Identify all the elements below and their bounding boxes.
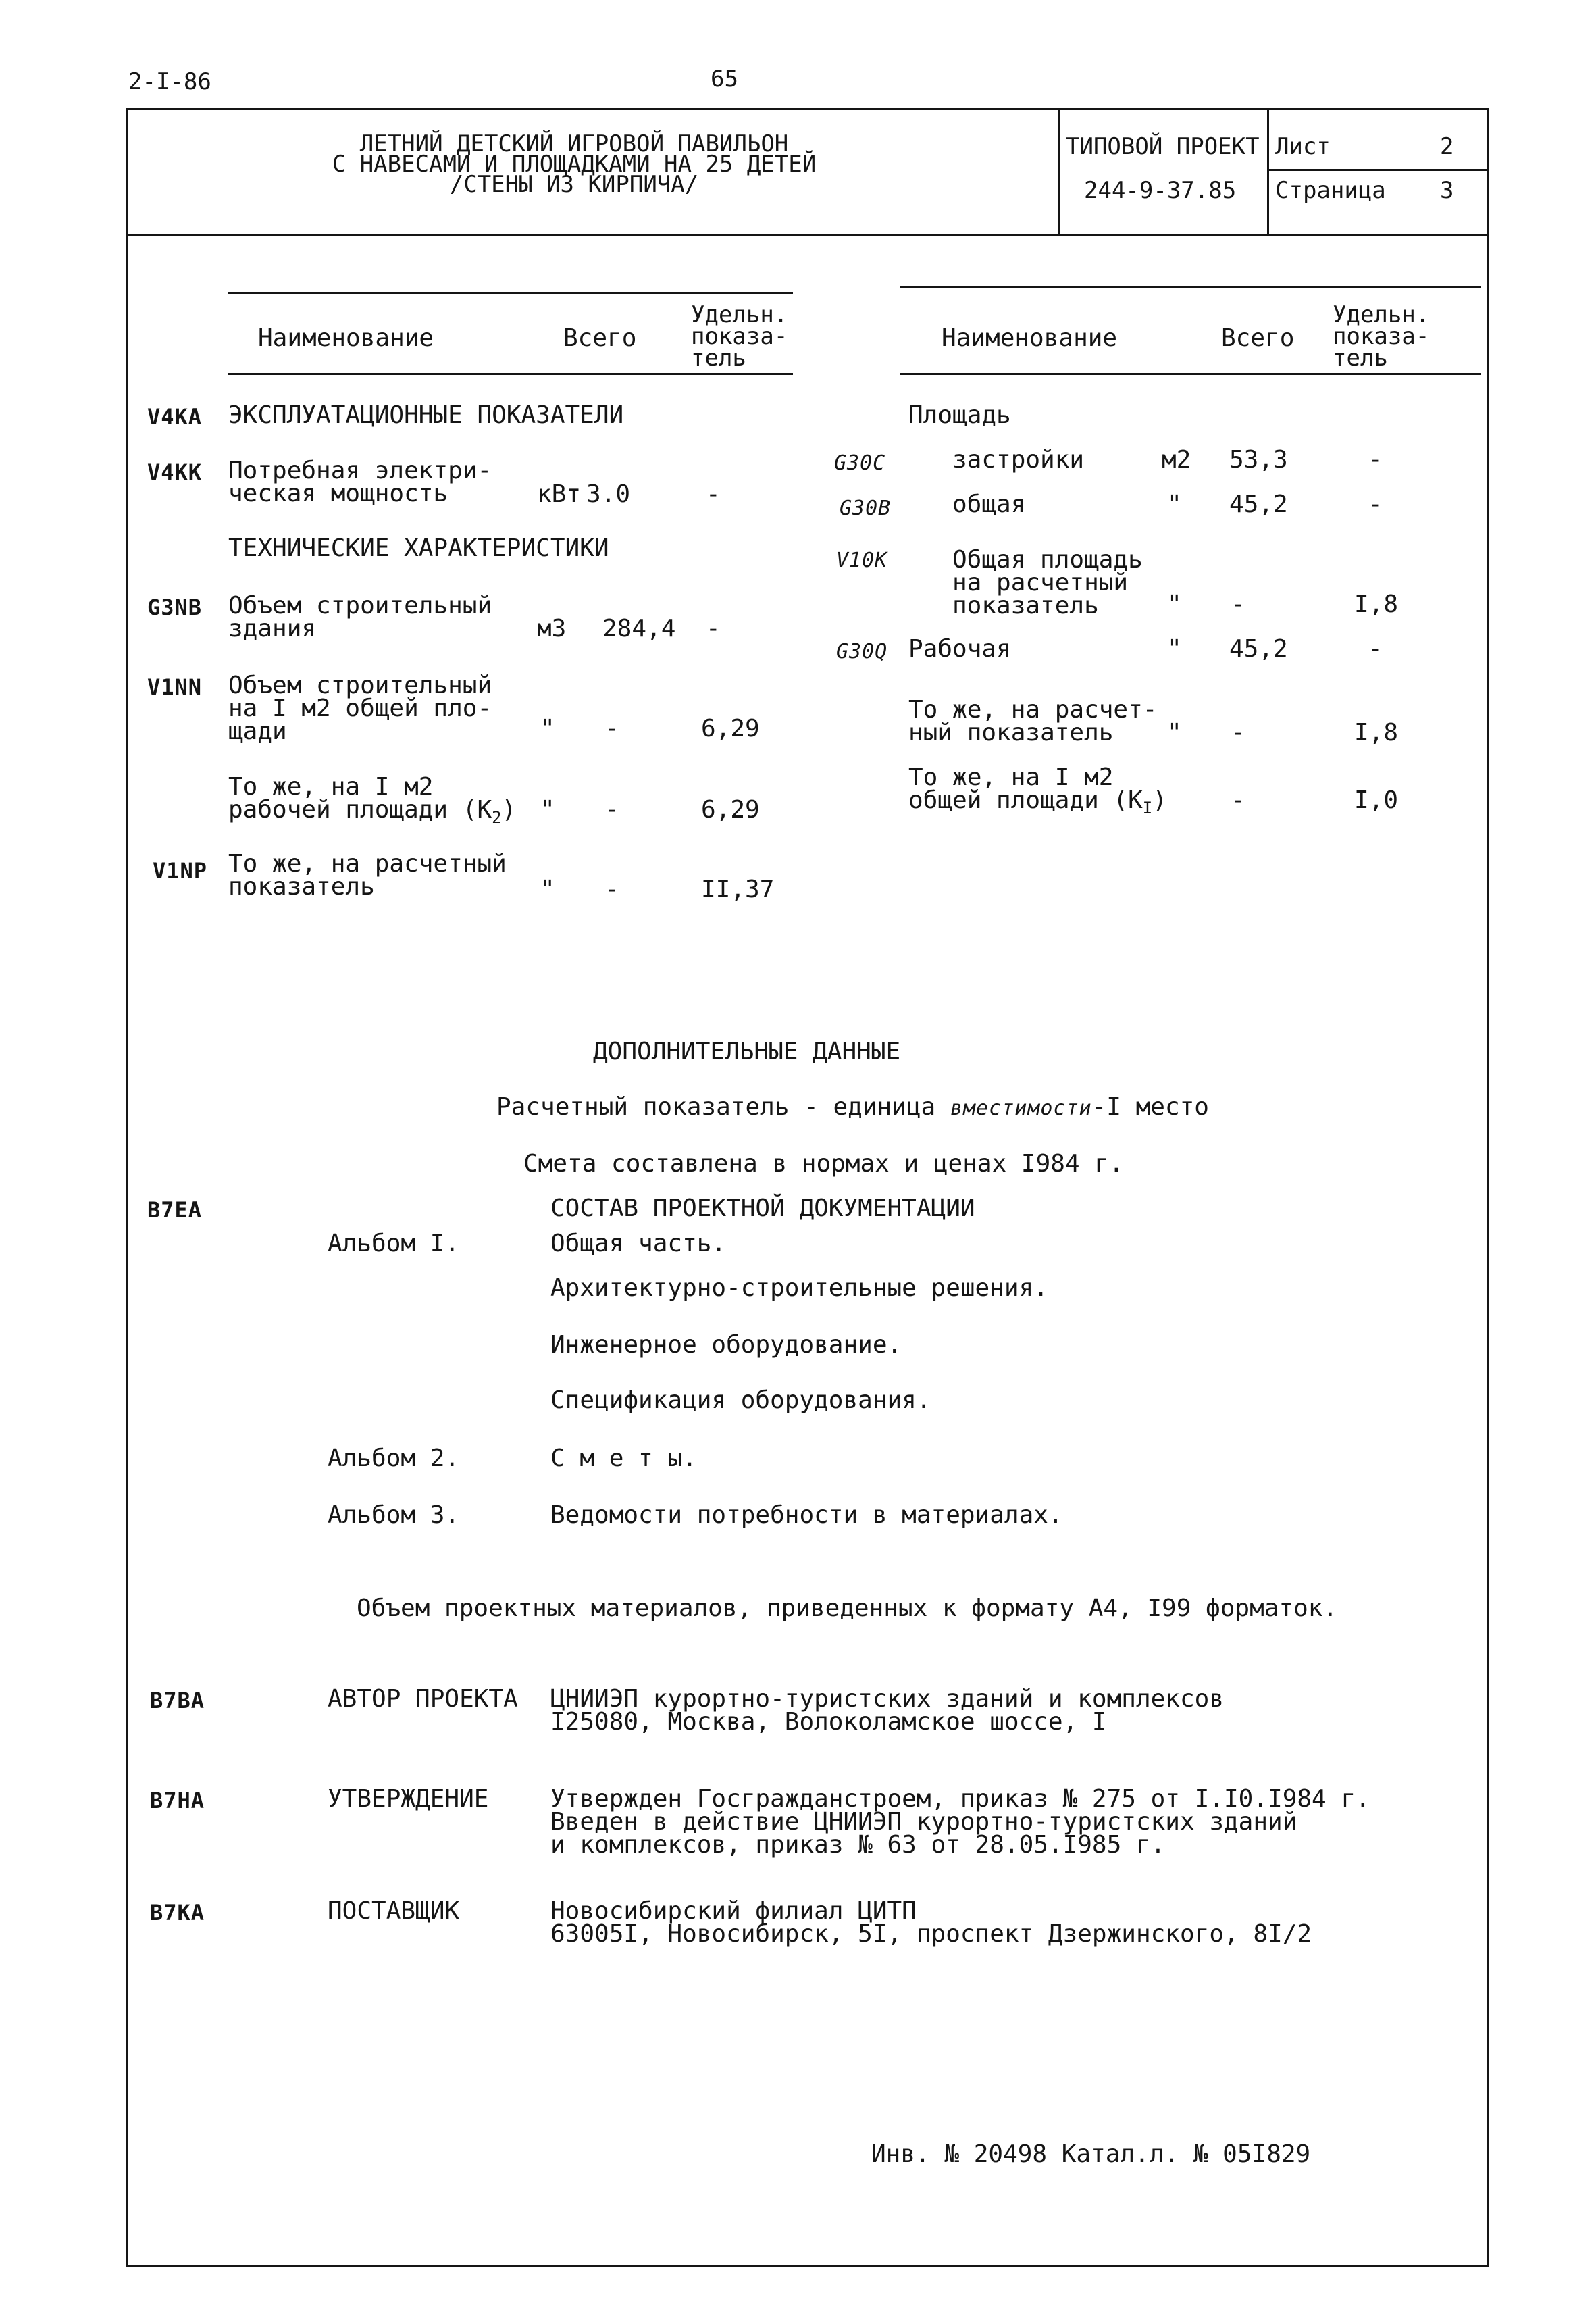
left-header-total: Всего (563, 324, 637, 352)
volume-calc-specific: II,37 (701, 876, 775, 903)
supplier-label: ПОСТАВЩИК (328, 1897, 460, 1925)
sheet-label: Лист (1275, 133, 1331, 160)
project-title (203, 130, 946, 198)
work-calc-specific: I,8 (1354, 719, 1399, 747)
volume-calc-total: - (604, 876, 619, 903)
total-area-calc-total: - (1231, 590, 1245, 618)
right-header-total: Всего (1221, 324, 1295, 352)
total-area-total: 45,2 (1229, 491, 1288, 518)
volume-calc-name: То же, на расчетный показатель (228, 850, 507, 901)
volume-work-total: - (604, 796, 619, 824)
page-number: 65 (711, 66, 738, 93)
work-calc-unit: " (1167, 719, 1182, 747)
approval-label: УТВЕРЖДЕНИЕ (328, 1785, 489, 1813)
additional-title: ДОПОЛНИТЕЛЬНЫЕ ДАННЫЕ (593, 1038, 901, 1065)
total-area-name: общая (952, 491, 1026, 518)
calc-indicator (496, 1093, 1209, 1121)
left-header-name: Наименование (258, 324, 434, 352)
volume-work-name-line-1: То же, на I м2 (228, 773, 434, 801)
volume-work-name-text: рабочей площади (К (228, 796, 492, 824)
total-area-specific: - (1368, 491, 1383, 518)
title-block-vline-2 (1267, 108, 1269, 235)
volume-per-m2-unit: " (540, 715, 555, 743)
album-2-label: Альбом 2. (328, 1444, 460, 1472)
code-v1nn: V1NN (147, 674, 203, 700)
album-1-item-3: Инженерное оборудование. (550, 1331, 902, 1359)
code-b7ha: B7HA (150, 1788, 205, 1813)
volume-name: Объем строительный здания (228, 592, 492, 643)
estimate-note: Смета составлена в нормах и ценах I984 г. (523, 1150, 1124, 1178)
right-table-header-rule (900, 373, 1481, 375)
section-operating-title: ЭКСПЛУАТАЦИОННЫЕ ПОКАЗАТЕЛИ (228, 401, 624, 429)
volume-per-m2-specific: 6,29 (701, 715, 760, 743)
project-title-line-3: /СТЕНЫ ИЗ КИРПИЧА/ (449, 171, 699, 198)
left-table-header-rule (228, 373, 793, 375)
total-area-unit: " (1167, 491, 1182, 518)
work-ratio-close: ) (1152, 786, 1167, 814)
composition-title: СОСТАВ ПРОЕКТНОЙ ДОКУМЕНТАЦИИ (550, 1194, 975, 1222)
left-header-specific: Удельн. показа- тель (691, 301, 788, 372)
code-v10k: V10K (836, 549, 888, 572)
volume-work-subscript: 2 (492, 808, 502, 828)
album-1-item-4: Спецификация оборудования. (550, 1386, 931, 1414)
section-technical-title: ТЕХНИЧЕСКИЕ ХАРАКТЕРИСТИКИ (228, 534, 609, 562)
volume-work-specific: 6,29 (701, 796, 760, 824)
sheet-value: 2 (1440, 133, 1454, 160)
album-1-label: Альбом I. (328, 1230, 460, 1257)
work-name: Рабочая (908, 635, 1011, 663)
work-calc-name: То же, на расчет- ный показатель (908, 696, 1158, 747)
album-2-item-1: С м е т ы. (550, 1444, 697, 1472)
volume-total: 284,4 (602, 615, 676, 643)
author-text: ЦНИИЭП курортно-туристских зданий и комплексов I25080, Москва, Волоколамское шоссе, I (550, 1685, 1224, 1736)
code-g3nb: G3NB (147, 595, 203, 620)
album-1-item-2: Архитектурно-строительные решения. (550, 1274, 1048, 1302)
code-g30b: G30B (840, 497, 892, 520)
work-ratio-total: - (1231, 786, 1245, 814)
volume-calc-unit: " (540, 876, 555, 903)
project-title-line-1: ЛЕТНИЙ ДЕТСКИЙ ИГРОВОЙ ПАВИЛЬОН (359, 130, 789, 157)
code-b7ba: B7BA (150, 1688, 205, 1713)
power-unit: кВт (537, 480, 582, 508)
volume-work-name-line-2 (228, 796, 517, 829)
supplier-text: Новосибирский филиал ЦИТП 63005I, Новосибирск, 5I, проспект Дзержинского, 8I/2 (550, 1897, 1312, 1948)
album-1-item-1: Общая часть. (550, 1230, 727, 1257)
total-area-calc-unit: " (1167, 590, 1182, 618)
calc-indicator-handwritten: вместимости (950, 1097, 1092, 1120)
calc-indicator-suffix: -I место (1091, 1093, 1209, 1121)
built-name: застройки (952, 446, 1085, 474)
work-ratio-specific: I,0 (1354, 786, 1399, 814)
title-block-vline-1 (1058, 108, 1060, 235)
code-g30q: G30Q (836, 640, 888, 663)
work-specific: - (1368, 635, 1383, 663)
left-table-top-rule (228, 292, 793, 294)
built-total: 53,3 (1229, 446, 1288, 474)
code-v4ka: V4KA (147, 404, 203, 430)
project-type-label: ТИПОВОЙ ПРОЕКТ (1066, 133, 1260, 160)
right-table-top-rule (900, 286, 1481, 288)
approval-text: Утвержден Госгражданстроем, приказ № 275 от I.I0.I984 г. Введен в действие ЦНИИЭП курортно-туристских зданий и комплексов, приказ № 63 от 28.05.I985 г. (550, 1785, 1370, 1859)
total-area-calc-name: Общая площадь на расчетный показатель (952, 546, 1143, 620)
code-g30c: G30C (834, 451, 886, 475)
right-header-name: Наименование (942, 324, 1118, 352)
calc-indicator-prefix: Расчетный показатель - единица (496, 1093, 950, 1121)
author-label: АВТОР ПРОЕКТА (328, 1685, 518, 1713)
work-ratio-name-text: общей площади (К (908, 786, 1143, 814)
volume-per-m2-total: - (604, 715, 619, 743)
right-header-specific: Удельн. показа- тель (1333, 301, 1430, 372)
work-calc-total: - (1231, 719, 1245, 747)
power-specific: - (706, 480, 721, 508)
page-label: Страница (1275, 177, 1386, 204)
work-ratio-subscript: I (1142, 799, 1153, 818)
code-v1np: V1NP (153, 858, 208, 884)
code-v4kk: V4KK (147, 459, 203, 485)
power-total: 3.0 (586, 480, 631, 508)
volume-per-m2-name: Объем строительный на I м2 общей пло- щади (228, 672, 492, 745)
materials-volume: Объем проектных материалов, приведенных к формату А4, I99 форматок. (357, 1594, 1338, 1622)
work-total: 45,2 (1229, 635, 1288, 663)
power-name: Потребная электри- ческая мощность (228, 457, 492, 507)
album-3-label: Альбом 3. (328, 1501, 460, 1529)
volume-work-unit: " (540, 796, 555, 824)
work-ratio-name-line-2 (908, 786, 1167, 820)
album-3-item-1: Ведомости потребности в материалах. (550, 1501, 1063, 1529)
project-title-line-2: С НАВЕСАМИ И ПЛОЩАДКАМИ НА 25 ДЕТЕЙ (332, 151, 817, 178)
volume-work-close: ) (501, 796, 517, 824)
built-specific: - (1368, 446, 1383, 474)
title-block-divider (126, 234, 1489, 236)
volume-unit: м3 (537, 615, 567, 643)
project-number: 244-9-37.85 (1084, 177, 1237, 204)
inventory-number: Инв. № 20498 Катал.л. № 05I829 (871, 2140, 1311, 2168)
work-unit: " (1167, 635, 1182, 663)
total-area-calc-specific: I,8 (1354, 590, 1399, 618)
code-b7ka: B7KA (150, 1900, 205, 1926)
page-value: 3 (1440, 177, 1454, 204)
title-block-hline (1268, 169, 1489, 171)
work-ratio-name-line-1: То же, на I м2 (908, 763, 1114, 791)
built-unit: м2 (1162, 446, 1191, 474)
code-b7ea: B7EA (147, 1197, 203, 1223)
area-title: Площадь (908, 401, 1011, 429)
document-code: 2-I-86 (128, 68, 211, 95)
volume-specific: - (706, 615, 721, 643)
